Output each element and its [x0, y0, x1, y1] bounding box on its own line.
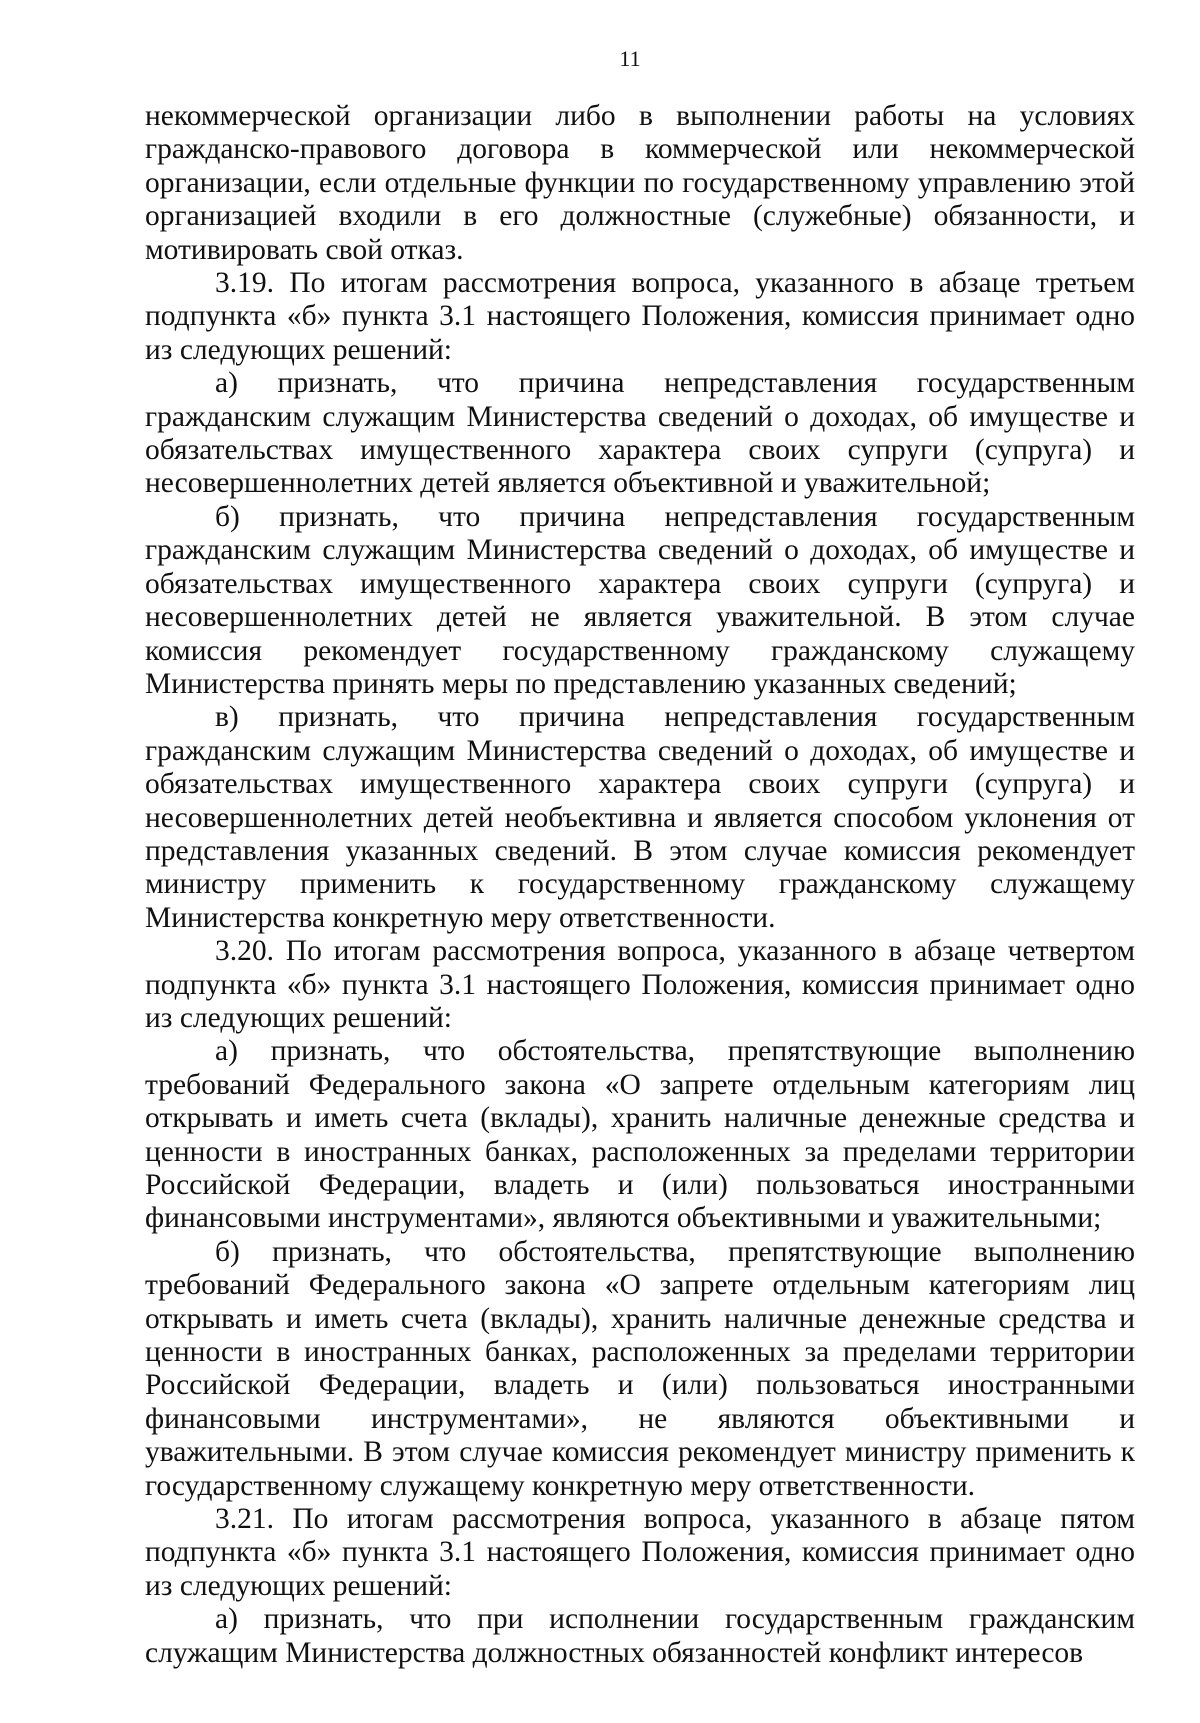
paragraph-3-19-b: б) признать, что причина непредставления государственным гражданским служащим Министерства сведений о доходах, об имуществе и обязательствах имущественного характера своих супруги (супруга) и несовершеннолетних детей не является уважительной. В этом случае комиссия рекомендует государственному гражданскому служащему Министерства принять меры по представлению указанных сведений; [145, 500, 1135, 700]
paragraph-continuation: некоммерческой организации либо в выполнении работы на условиях гражданско-правового договора в коммерческой или некоммерческой организации, если отдельные функции по государственному управлению этой организацией входили в его должностные (служебные) обязанности, и мотивировать свой отказ. [145, 100, 1135, 266]
paragraph-3-21: 3.21. По итогам рассмотрения вопроса, указанного в абзаце пятом подпункта «б» пункта 3.1 настоящего Положения, комиссия принимает одно из следующих решений: [145, 1503, 1135, 1602]
paragraph-3-19-v: в) признать, что причина непредставления государственным гражданским служащим Министерства сведений о доходах, об имуществе и обязательствах имущественного характера своих супруги (супруга) и несовершеннолетних детей необъективна и является способом уклонения от представления указанных сведений. В этом случае комиссия рекомендует министру применить к государственному гражданскому служащему Министерства конкретную меру ответственности. [145, 701, 1135, 934]
paragraph-3-19-a: а) признать, что причина непредставления государственным гражданским служащим Министерства сведений о доходах, об имуществе и обязательствах имущественного характера своих супруги (супруга) и несовершеннолетних детей является объективной и уважительной; [145, 367, 1135, 500]
paragraph-3-20: 3.20. По итогам рассмотрения вопроса, указанного в абзаце четвертом подпункта «б» пункта 3.1 настоящего Положения, комиссия принимает одно из следующих решений: [145, 935, 1135, 1034]
page-number: 11 [619, 46, 641, 71]
paragraph-3-20-a: а) признать, что обстоятельства, препятствующие выполнению требований Федерального закона «О запрете отдельным категориям лиц открывать и иметь счета (вклады), хранить наличные денежные средства и ценности в иностранных банках, расположенных за пределами территории Российской Федерации, владеть и (или) пользоваться иностранными финансовыми инструментами», являются объективными и уважительными; [145, 1035, 1135, 1235]
paragraph-3-21-a: а) признать, что при исполнении государственным гражданским служащим Министерства должностных обязанностей конфликт интересов [145, 1603, 1135, 1669]
document-body [145, 100, 1135, 1670]
paragraph-3-19: 3.19. По итогам рассмотрения вопроса, указанного в абзаце третьем подпункта «б» пункта 3.1 настоящего Положения, комиссия принимает одно из следующих решений: [145, 267, 1135, 366]
paragraph-3-20-b: б) признать, что обстоятельства, препятствующие выполнению требований Федерального закона «О запрете отдельным категориям лиц открывать и иметь счета (вклады), хранить наличные денежные средства и ценности в иностранных банках, расположенных за пределами территории Российской Федерации, владеть и (или) пользоваться иностранными финансовыми инструментами», не являются объективными и уважительными. В этом случае комиссия рекомендует министру применить к государственному служащему конкретную меру ответственности. [145, 1235, 1135, 1502]
